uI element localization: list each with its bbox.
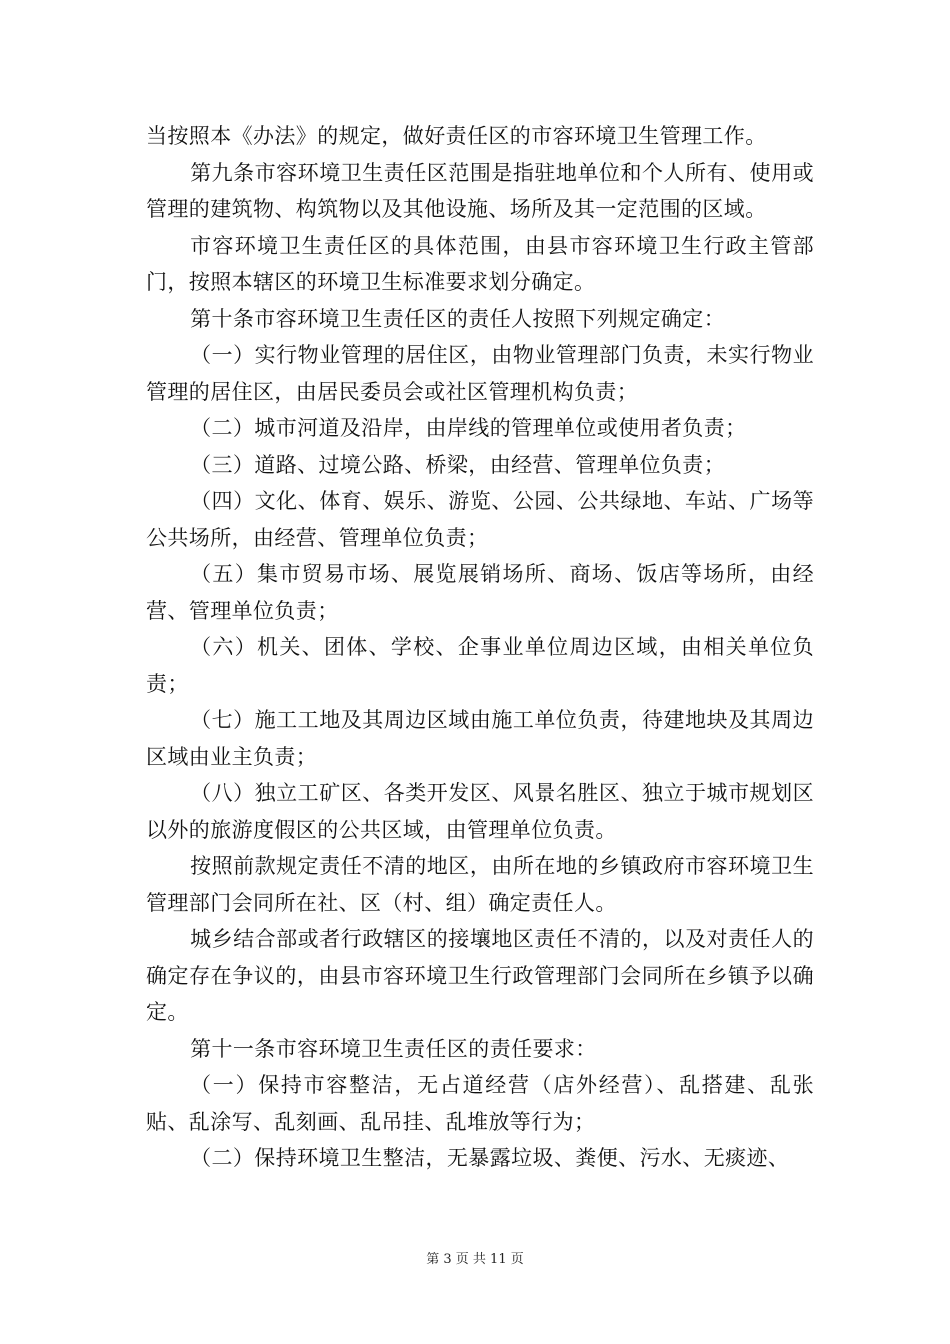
- paragraph: （六）机关、团体、学校、企事业单位周边区域，由相关单位负责；: [146, 635, 814, 696]
- paragraph: 市容环境卫生责任区的具体范围，由县市容环境卫生行政主管部门，按照本辖区的环境卫生标准要求划分确定。: [146, 233, 814, 294]
- paragraph: 第十条市容环境卫生责任区的责任人按照下列规定确定：: [190, 306, 726, 331]
- paragraph: （七）施工工地及其周边区域由施工单位负责，待建地块及其周边区域由业主负责；: [146, 708, 814, 769]
- paragraph: （五）集市贸易市场、展览展销场所、商场、饭店等场所，由经营、管理单位负责；: [146, 562, 814, 623]
- paragraph: （二）保持环境卫生整洁，无暴露垃圾、粪便、污水、无痰迹、: [190, 1146, 790, 1170]
- paragraph: （一）保持市容整洁，无占道经营（店外经营）、乱搭建、乱张贴、乱涂写、乱刻画、乱吊挂、乱堆放等行为；: [146, 1073, 814, 1134]
- paragraph: （三）道路、过境公路、桥梁，由经营、管理单位负责；: [190, 452, 726, 477]
- paragraph: （一）实行物业管理的居住区，由物业管理部门负责，未实行物业管理的居住区，由居民委员会或社区管理机构负责；: [146, 343, 814, 404]
- paragraph: （八）独立工矿区、各类开发区、风景名胜区、独立于城市规划区以外的旅游度假区的公共区域，由管理单位负责。: [146, 781, 814, 842]
- page-number: 第 3 页 共 11 页: [426, 1252, 524, 1267]
- document-body: [146, 118, 814, 1177]
- paragraph: 第十一条市容环境卫生责任区的责任要求：: [190, 1036, 597, 1061]
- paragraph: 按照前款规定责任不清的地区，由所在地的乡镇政府市容环境卫生管理部门会同所在社、区（村、组）确定责任人。: [146, 854, 814, 915]
- paragraph: （四）文化、体育、娱乐、游览、公园、公共绿地、车站、广场等公共场所，由经营、管理单位负责；: [146, 489, 814, 550]
- page-footer: [0, 1248, 950, 1267]
- paragraph: （二）城市河道及沿岸，由岸线的管理单位或使用者负责；: [190, 416, 747, 440]
- paragraph: 城乡结合部或者行政辖区的接壤地区责任不清的，以及对责任人的确定存在争议的，由县市容环境卫生行政管理部门会同所在乡镇予以确定。: [146, 927, 814, 1024]
- paragraph: 第九条市容环境卫生责任区范围是指驻地单位和个人所有、使用或管理的建筑物、构筑物以及其他设施、场所及其一定范围的区域。: [146, 160, 814, 221]
- paragraph: 当按照本《办法》的规定，做好责任区的市容环境卫生管理工作。: [146, 124, 767, 148]
